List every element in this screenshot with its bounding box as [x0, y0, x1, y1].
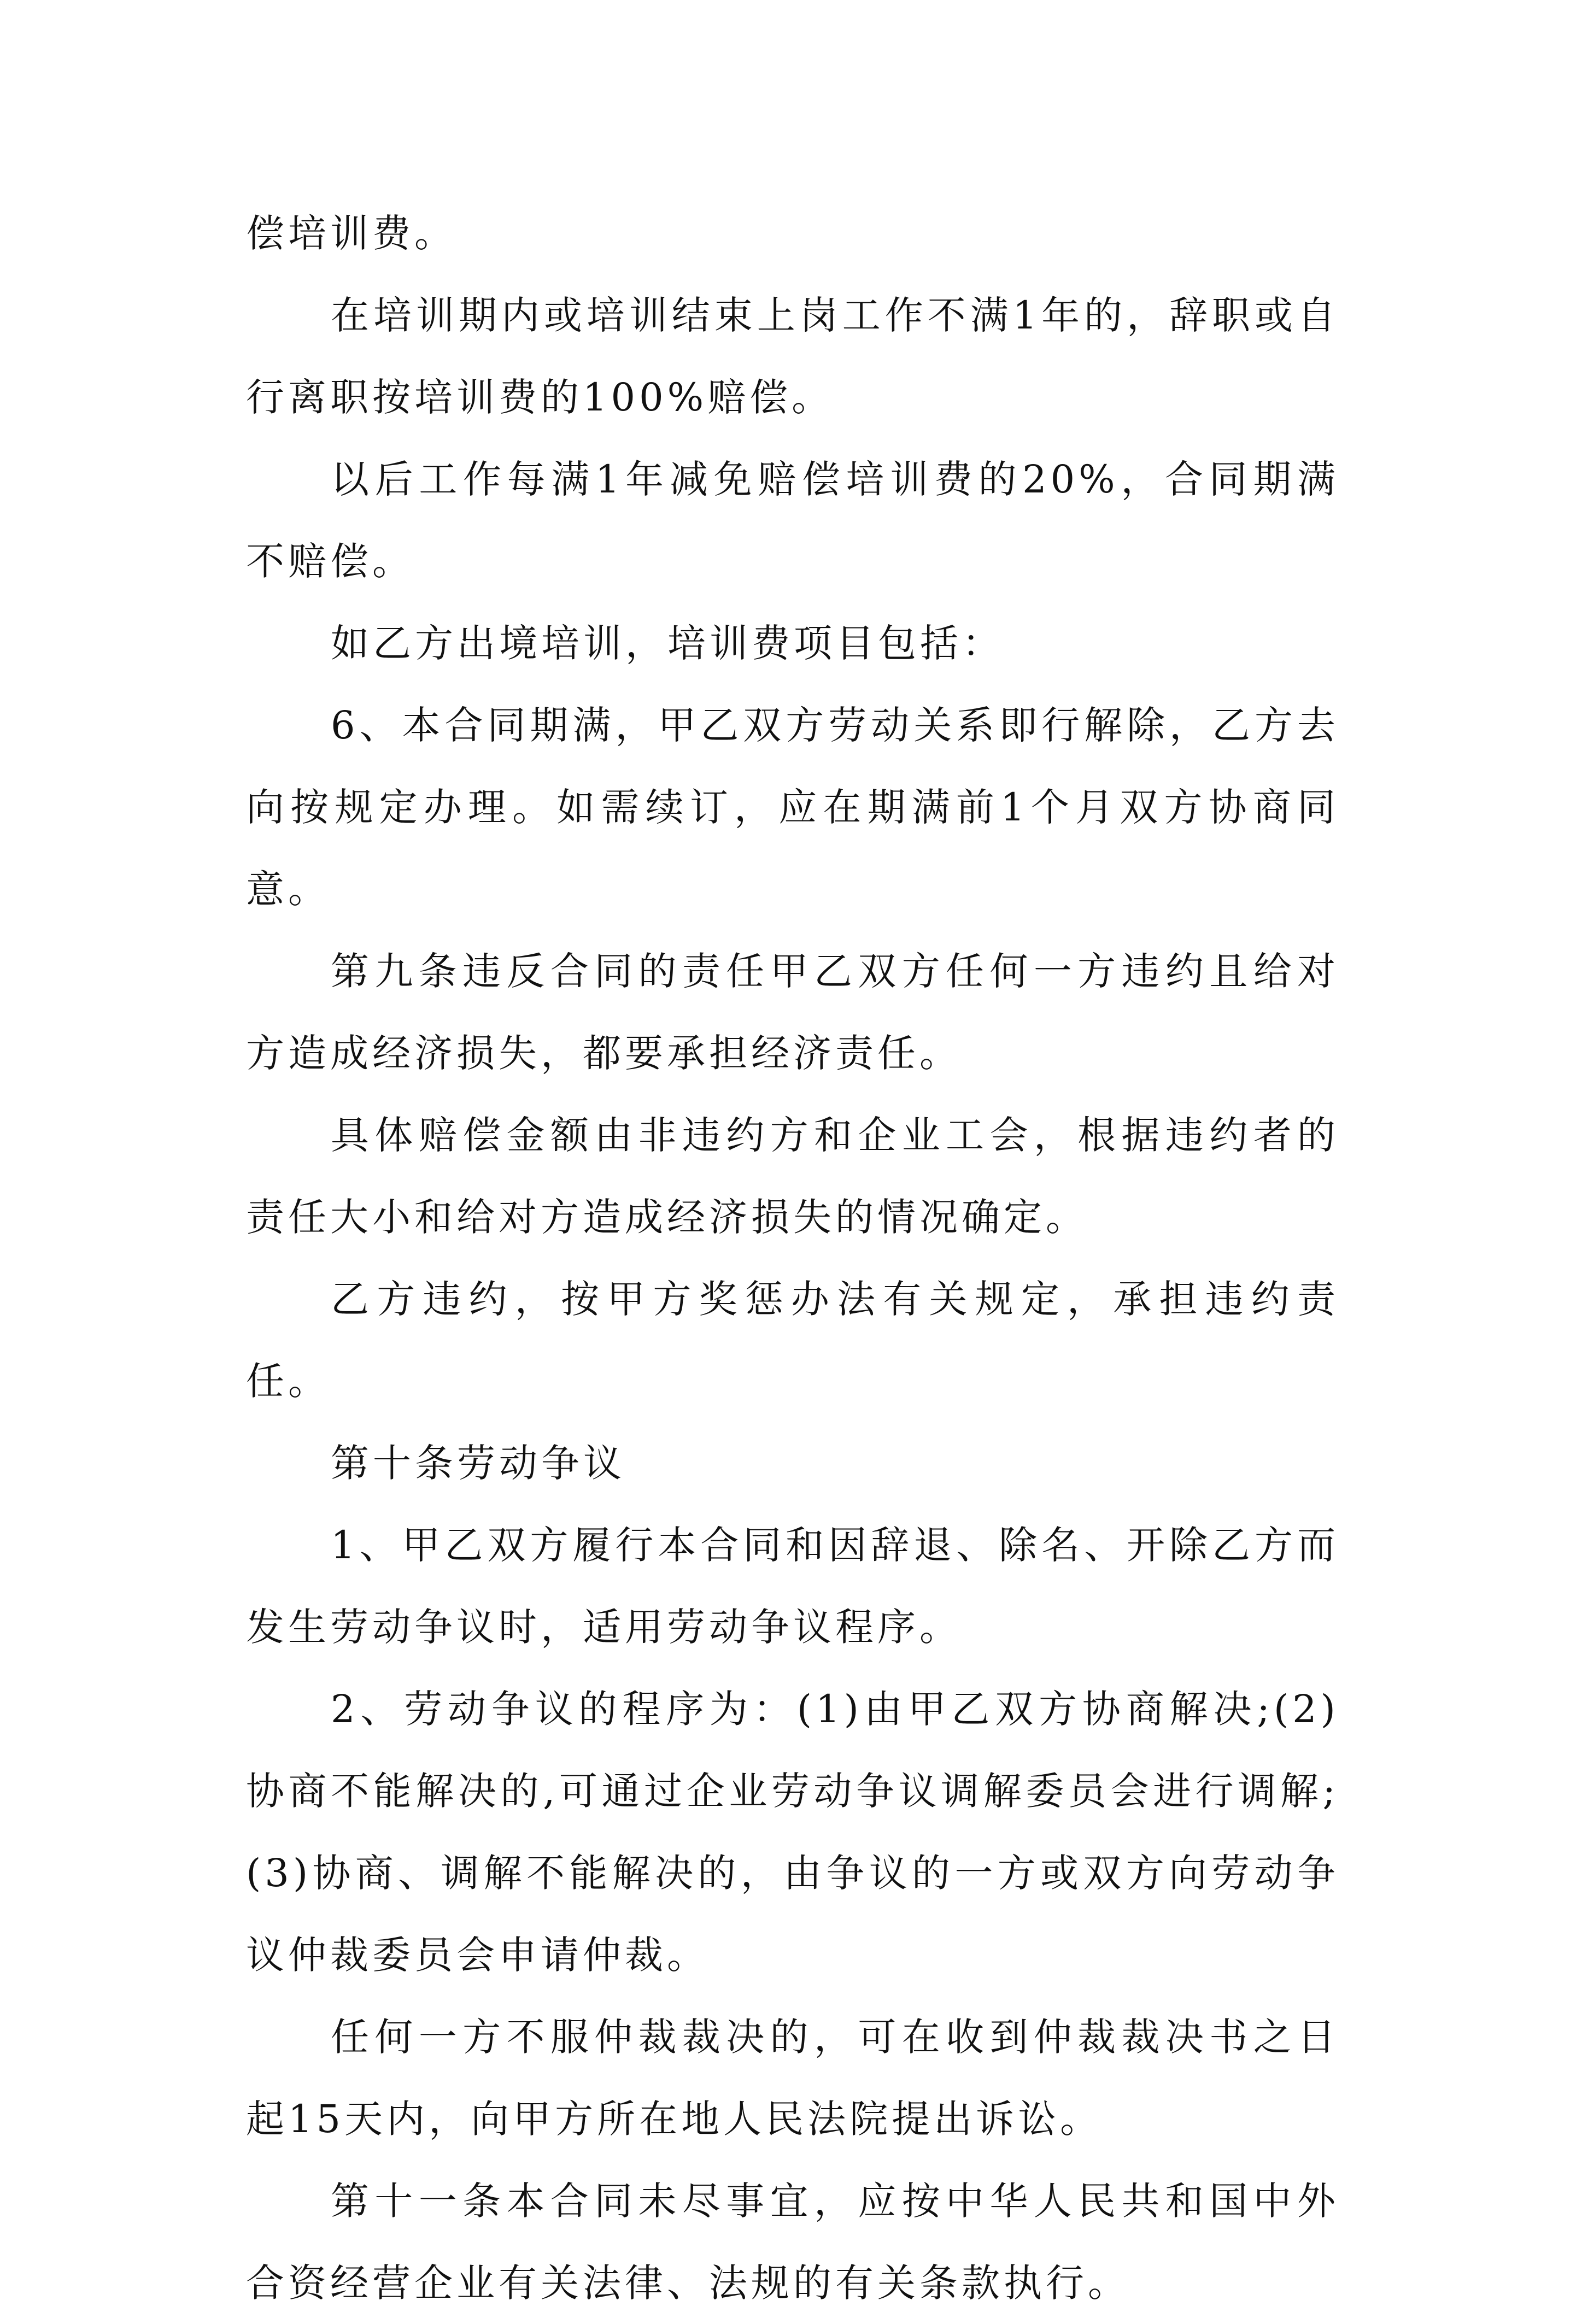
paragraph-4: 如乙方出境培训，培训费项目包括：	[331, 621, 1004, 666]
paragraph-1: 偿培训费。	[246, 211, 456, 256]
paragraph-12: 任何一方不服仲裁裁决的，可在收到仲裁裁决书之日起15天内，向甲方所在地人民法院提出诉讼。	[246, 2015, 1339, 2141]
paragraph-11: 2、劳动争议的程序为：(1)由甲乙双方协商解决;(2)协商不能解决的,可通过企业劳动争议调解委员会进行调解;(3)协商、调解不能解决的，由争议的一方或双方向劳动争议仲裁委员会申请仲裁。	[246, 1687, 1339, 1977]
paragraph-10: 1、甲乙双方履行本合同和因辞退、除名、开除乙方而发生劳动争议时，适用劳动争议程序。	[246, 1523, 1339, 1650]
paragraph-13: 第十一条本合同未尽事宜，应按中华人民共和国中外合资经营企业有关法律、法规的有关条款执行。	[246, 2179, 1339, 2305]
paragraph-5: 6、本合同期满，甲乙双方劳动关系即行解除，乙方去向按规定办理。如需续订，应在期满前1个月双方协商同意。	[246, 703, 1339, 912]
paragraph-7: 具体赔偿金额由非违约方和企业工会，根据违约者的责任大小和给对方造成经济损失的情况确定。	[246, 1113, 1339, 1240]
document-body	[246, 192, 1339, 2324]
paragraph-2: 在培训期内或培训结束上岗工作不满1年的，辞职或自行离职按培训费的100%赔偿。	[246, 293, 1339, 420]
paragraph-6: 第九条违反合同的责任甲乙双方任何一方违约且给对方造成经济损失，都要承担经济责任。	[246, 949, 1339, 1076]
paragraph-9: 第十条劳动争议	[331, 1441, 625, 1486]
paragraph-8: 乙方违约，按甲方奖惩办法有关规定，承担违约责任。	[246, 1277, 1339, 1404]
paragraph-3: 以后工作每满1年减免赔偿培训费的20%，合同期满不赔偿。	[246, 457, 1339, 584]
